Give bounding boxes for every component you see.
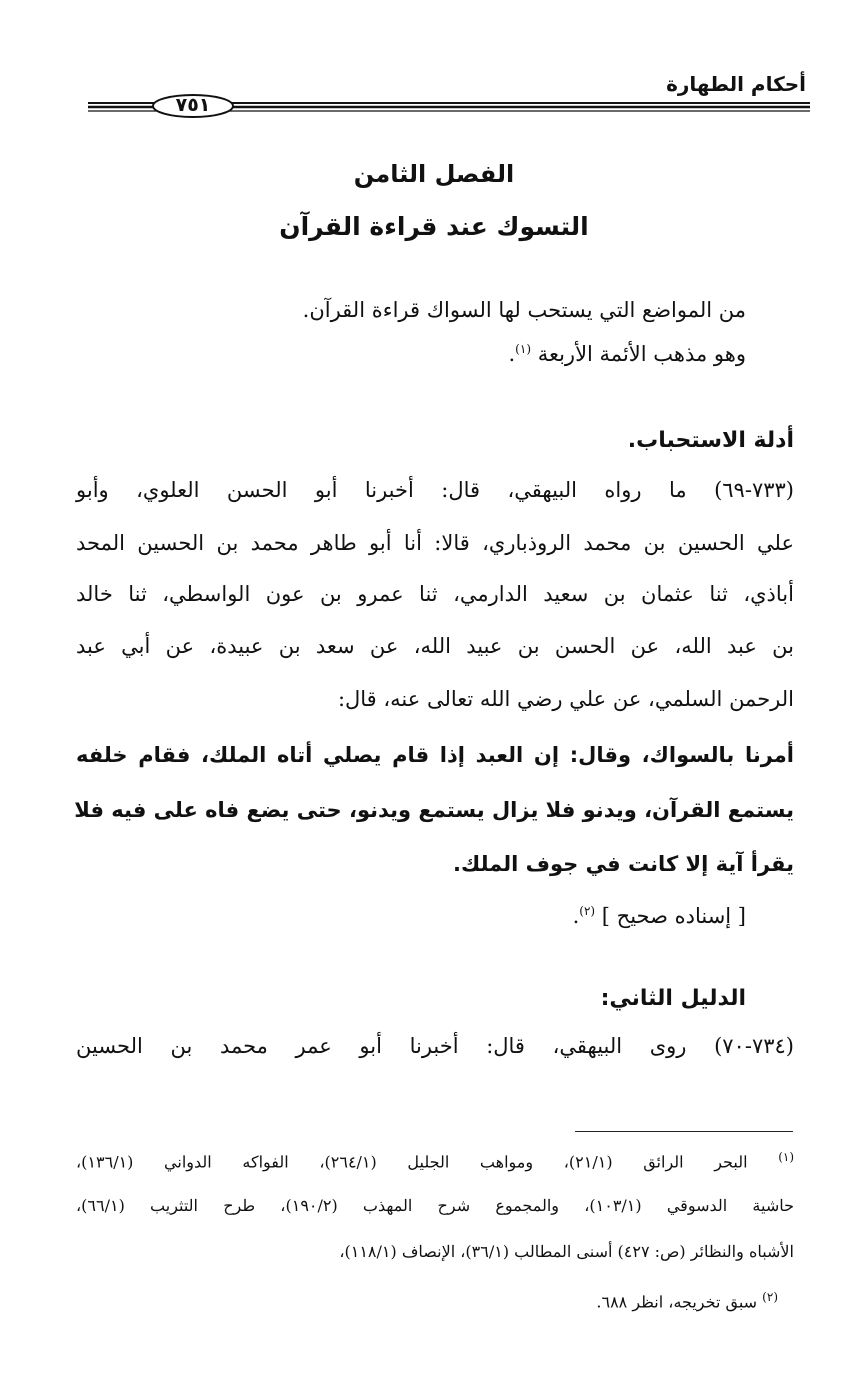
- footnote: [339, 1242, 794, 1261]
- chapter-title: الفصل الثامن: [353, 160, 515, 188]
- hadith-line: (٧٣٣-٦٩) ما رواه البيهقي، قال: أخبرنا أبو الحسن العلوي، وأبو: [76, 478, 794, 502]
- intro-text: وهو مذهب الأئمة الأربعة: [537, 342, 746, 366]
- hadith-line: بن عبد الله، عن الحسن بن عبيد الله، عن سعد بن عبيدة، عن أبي عبد: [76, 634, 794, 658]
- footnote-marker: (٢): [762, 1290, 778, 1304]
- second-evidence-heading: الدليل الثاني:: [600, 986, 746, 1011]
- footnote: [76, 1150, 794, 1171]
- footnote-text: الأشباه والنظائر (ص: ٤٢٧) أسنى المطالب (٣٦/١)، الإنصاف (١١٨/١)،: [339, 1242, 794, 1261]
- footnote: [76, 1196, 794, 1215]
- intro-line: من المواضع التي يستحب لها السواك قراءة القرآن.: [302, 298, 746, 322]
- matn-line: يستمع القرآن، ويدنو فلا يزال يستمع ويدنو، حتى يضع فاه على فيه فلا: [74, 798, 794, 822]
- running-title: أحكام الطهارة: [666, 72, 806, 96]
- matn-line: أمرنا بالسواك، وقال: إن العبد إذا قام يصلي أتاه الملك، فقام خلفه: [76, 743, 794, 767]
- chapter-subtitle: التسوك عند قراءة القرآن: [279, 212, 589, 241]
- intro-line: وهو مذهب الأئمة الأربعة $^{(١)}$.: [508, 342, 746, 366]
- hadith-line: أباذي، ثنا عثمان بن سعيد الدارمي، ثنا عمرو بن عون الواسطي، ثنا خالد: [76, 582, 794, 606]
- section-heading: أدلة الاستحباب.: [627, 428, 794, 453]
- page-number: ٧٥١: [175, 94, 211, 116]
- footnote-text: البحر الرائق (٢١/١)، ومواهب الجليل (٢٦٤/١)، الفواكه الدواني (١٣٦/١)،: [76, 1152, 748, 1172]
- hadith-line: علي الحسين بن محمد الروذباري، قالا: أنا أبو طاهر محمد بن الحسين المحد: [76, 531, 794, 555]
- grading: [ إسناده صحيح ]: [601, 904, 746, 928]
- hadith-line: (٧٣٤-٧٠) روى البيهقي، قال: أخبرنا أبو عمر محمد بن الحسين: [76, 1034, 794, 1058]
- footnote-marker: (١): [778, 1150, 795, 1164]
- grading-line: [ إسناده صحيح ] $^{(٢)}$.: [572, 904, 746, 928]
- footnote-text: سبق تخريجه، انظر ٦٨٨.: [596, 1292, 758, 1312]
- hadith-line: الرحمن السلمي، عن علي رضي الله تعالى عنه، قال:: [337, 687, 794, 711]
- footnote-separator: [575, 1131, 793, 1132]
- footnote-ref: (١): [515, 342, 531, 356]
- footnote-text: حاشية الدسوقي (١٠٣/١)، والمجموع شرح المهذب (١٩٠/٢)، طرح التثريب (٦٦/١)،: [76, 1196, 795, 1215]
- footnote-ref: (٢): [579, 904, 596, 918]
- footnote: [596, 1290, 778, 1311]
- matn-line: يقرأ آية إلا كانت في جوف الملك.: [453, 852, 794, 876]
